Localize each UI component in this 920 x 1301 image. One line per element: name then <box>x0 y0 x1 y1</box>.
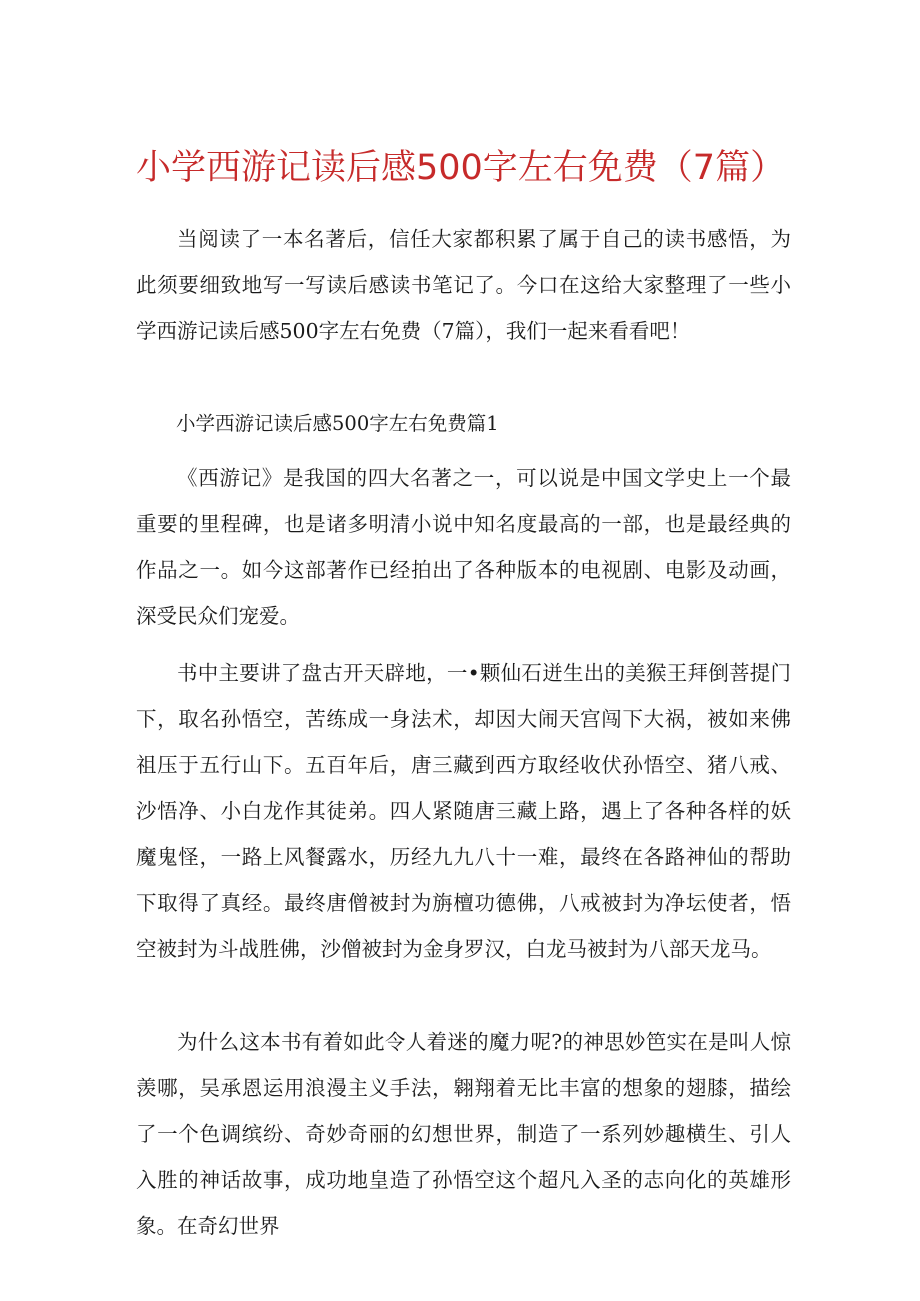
body-paragraph-1: 《西游记》是我国的四大名著之一，可以说是中国文学史上一个最重要的里程碑，也是诸多明清小说中知名度最高的一部，也是最经典的作品之一。如今这部著作已经拍出了各种版本的电视剧、电影及动画，深受民众们宠爱。 <box>136 466 791 628</box>
body-paragraph-3: 为什么这本书有着如此令人着迷的魔力呢?的神思妙笆实在是叫人惊羡哪，吴承恩运用浪漫主义手法，翱翔着无比丰富的想象的翅膝，描绘了一个色调缤纷、奇妙奇丽的幻想世界，制造了一系列妙趣横生、引人入胜的神话故事，成功地皇造了孙悟空这个超凡入圣的志向化的英雄形象。在奇幻世界 <box>136 1030 791 1238</box>
intro-paragraph: 当阅读了一本名著后，信任大家都积累了属于自己的读书感悟，为此须要细致地写一写读后感读书笔记了。今口在这给大家整理了一些小学西游记读后感500字左右免费（7篇），我们一起来看看吧！ <box>136 227 791 343</box>
section-heading: 小学西游记读后感500字左右免费篇1 <box>176 412 499 435</box>
document-title: 小学西游记读后感500字左右免费（7篇） <box>136 148 786 188</box>
body-paragraph-2: 书中主要讲了盘古开天辟地，一•颗仙石迸生出的美猴王拜倒菩提门下，取名孙悟空，苦练成一身法术，却因大闹天宫闯下大祸，被如来佛祖压于五行山下。五百年后，唐三藏到西方取经收伏孙悟空、猪八戒、沙悟净、小白龙作其徒弟。四人紧随唐三藏上路，遇上了各种各样的妖魔鬼怪，一路上风餐露水，历经九九八十一难，最终在各路神仙的帮助下取得了真经。最终唐僧被封为旃檀功德佛，八戒被封为净坛使者，悟空被封为斗战胜佛，沙僧被封为金身罗汉，白龙马被封为八部天龙马。 <box>136 661 791 961</box>
